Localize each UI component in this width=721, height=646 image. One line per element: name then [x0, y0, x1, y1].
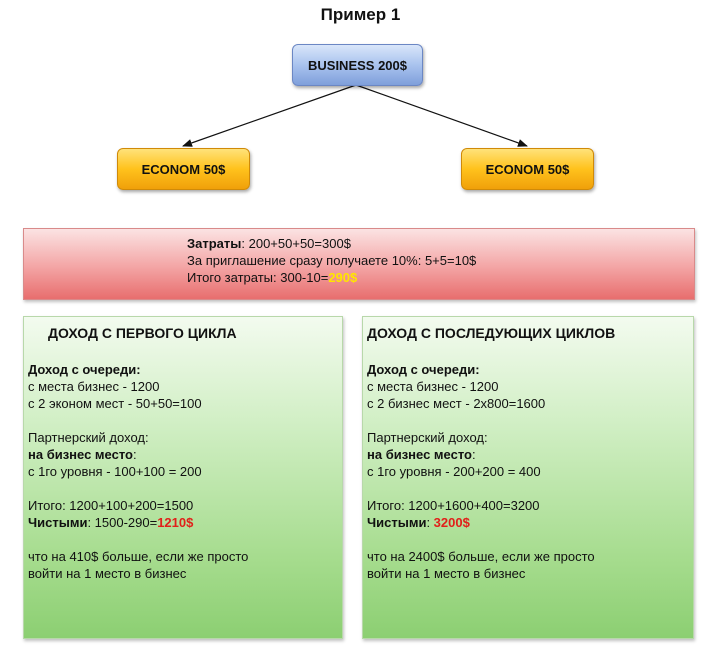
- next-cycles-body: [367, 361, 595, 582]
- queue-income-line: с 2 бизнес мест - 2х800=1600: [367, 396, 546, 411]
- arrow-to-right-econom: [356, 85, 527, 146]
- partner-income-line: с 1го уровня - 100+100 = 200: [28, 464, 202, 479]
- econom-node-left: [117, 148, 250, 190]
- net-income-value: 1210$: [157, 515, 194, 530]
- econom-node-right-label: ECONOM 50$: [485, 161, 570, 177]
- partner-income-subheading-bold: на бизнес место: [28, 447, 133, 462]
- partner-income-subheading-bold: на бизнес место: [367, 447, 472, 462]
- total-income-line: Итого: 1200+100+200=1500: [28, 498, 194, 513]
- net-income-formula: :: [426, 515, 434, 530]
- costs-value: : 200+50+50=300$: [241, 236, 351, 251]
- invite-bonus-line: За приглашение сразу получаете 10%: 5+5=10$: [187, 253, 477, 268]
- queue-income-line: с места бизнес - 1200: [367, 379, 499, 394]
- total-income-line: Итого: 1200+1600+400=3200: [367, 498, 540, 513]
- total-costs-value: 290$: [328, 270, 358, 285]
- first-cycle-panel: [23, 316, 343, 639]
- comparison-note-line: войти на 1 место в бизнес: [28, 566, 187, 581]
- partner-income-subheading: [28, 446, 248, 463]
- partner-income-heading: Партнерский доход:: [28, 430, 149, 445]
- next-cycles-heading: ДОХОД С ПОСЛЕДУЮЩИХ ЦИКЛОВ: [367, 325, 616, 341]
- partner-income-line: с 1го уровня - 200+200 = 400: [367, 464, 541, 479]
- next-cycles-panel: [362, 316, 694, 639]
- partner-income-subheading-colon: :: [471, 447, 476, 462]
- costs-box: [23, 228, 695, 300]
- comparison-note-line: войти на 1 место в бизнес: [367, 566, 526, 581]
- queue-income-line: с 2 эконом мест - 50+50=100: [28, 396, 202, 411]
- first-cycle-heading: ДОХОД С ПЕРВОГО ЦИКЛА: [48, 325, 237, 341]
- total-costs-line: [187, 270, 357, 285]
- econom-node-right: [461, 148, 594, 190]
- econom-node-left-label: ECONOM 50$: [141, 161, 226, 177]
- queue-income-line: с места бизнес - 1200: [28, 379, 160, 394]
- comparison-note-line: что на 2400$ больше, если же просто: [367, 549, 595, 564]
- comparison-note-line: что на 410$ больше, если же просто: [28, 549, 249, 564]
- net-income-label: Чистыми: [367, 515, 427, 530]
- costs-label: Затраты: [187, 236, 242, 251]
- partner-income-subheading: [367, 446, 595, 463]
- costs-line: [187, 236, 351, 251]
- net-income-line: [28, 514, 248, 531]
- arrow-to-left-econom: [183, 85, 356, 146]
- net-income-line: [367, 514, 595, 531]
- business-node-label: BUSINESS 200$: [308, 57, 407, 73]
- net-income-formula: : 1500-290=: [87, 515, 158, 530]
- total-costs-prefix: Итого затраты: 300-10=: [187, 270, 329, 285]
- queue-income-heading: Доход с очереди:: [28, 362, 141, 377]
- partner-income-subheading-colon: :: [132, 447, 137, 462]
- diagram-title: Пример 1: [320, 5, 401, 24]
- queue-income-heading: Доход с очереди:: [367, 362, 480, 377]
- partner-income-heading: Партнерский доход:: [367, 430, 488, 445]
- net-income-value: 3200$: [433, 515, 470, 530]
- first-cycle-body: [28, 361, 248, 582]
- business-node: [292, 44, 423, 86]
- net-income-label: Чистыми: [28, 515, 88, 530]
